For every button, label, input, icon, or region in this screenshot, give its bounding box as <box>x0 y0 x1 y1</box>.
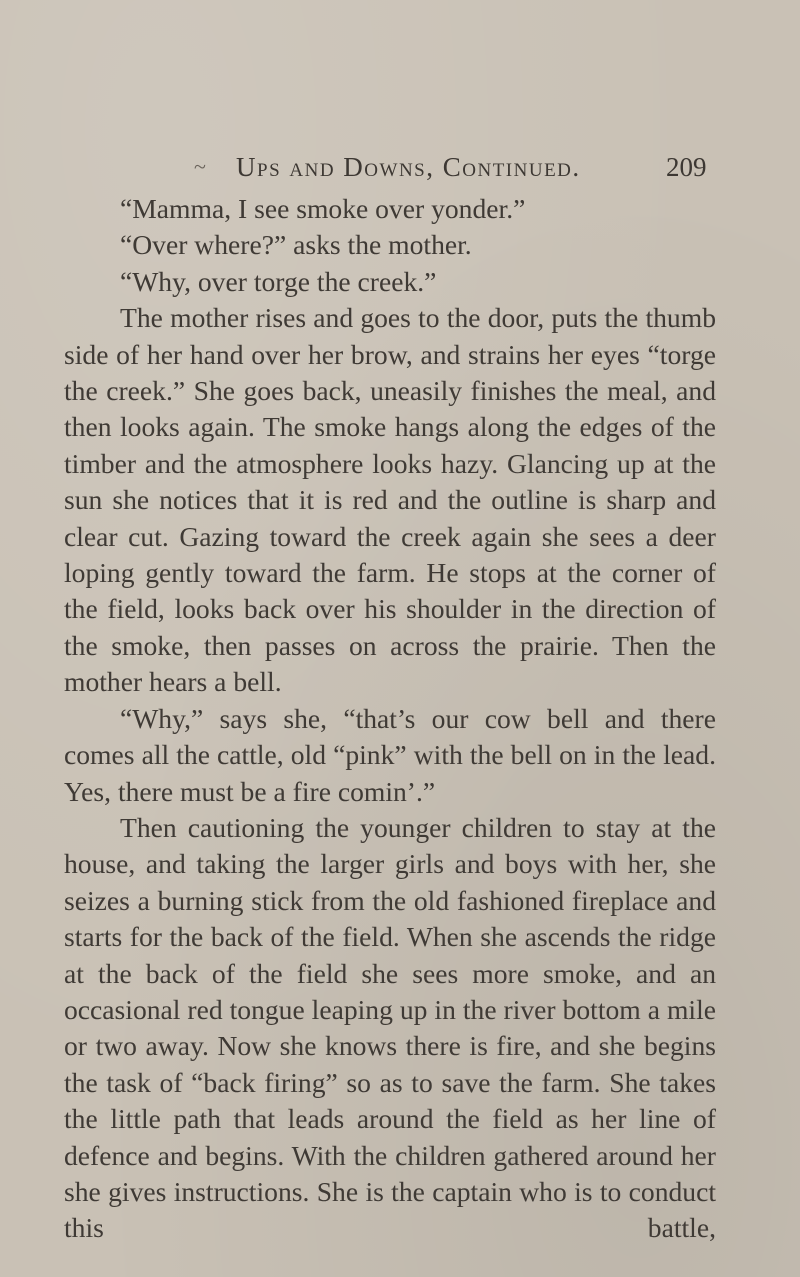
paragraph-3: “Why, over torge the creek.” <box>120 265 437 297</box>
running-title: Ups and Downs, Continued. <box>236 152 581 182</box>
body-text <box>64 191 716 1247</box>
paragraph-1: “Mamma, I see smoke over yonder.” <box>120 193 526 224</box>
page-header <box>0 150 800 194</box>
paragraph-2: “Over where?” asks the mother. <box>120 229 472 261</box>
paragraph-5: “Why,” says she, “that’s our cow bell and there comes all the cattle, old “pink” with the bell on in the lead. Yes, there must be a fire comin’.” <box>64 702 716 807</box>
paragraph-4: The mother rises and goes to the door, puts the thumb side of her hand over her brow, and strains her eyes “torge the creek.” She goes back, uneasily finishes the meal, and then looks again. The smoke hangs along the edges of the timber and the atmosphere looks hazy. Glancing up at the sun she notices that it is red and the outline is sharp and clear cut. Gazing toward the creek again she sees a deer loping gently toward the farm. He stops at the corner of the field, looks back over his shoulder in the direction of the smoke, then passes on across the prairie. Then the mother hears a bell. <box>64 302 716 698</box>
header-mark: ~ <box>194 154 206 179</box>
paragraph-6: Then cautioning the younger children to stay at the house, and taking the larger girls and boys with her, she seizes a burning stick from the old fashioned fireplace and starts for the back of the field. When she ascends the ridge at the back of the field she sees more smoke, and an occasional red tongue leaping up in the river bottom a mile or two away. Now she knows there is fire, and she begins the task of “back firing” so as to save the farm. She takes the little path that leads around the field as her line of defence and begins. With the children gathered around her she gives instructions. She is the captain who is to conduct this battle, <box>64 811 716 1244</box>
page-number: 209 <box>666 152 707 182</box>
